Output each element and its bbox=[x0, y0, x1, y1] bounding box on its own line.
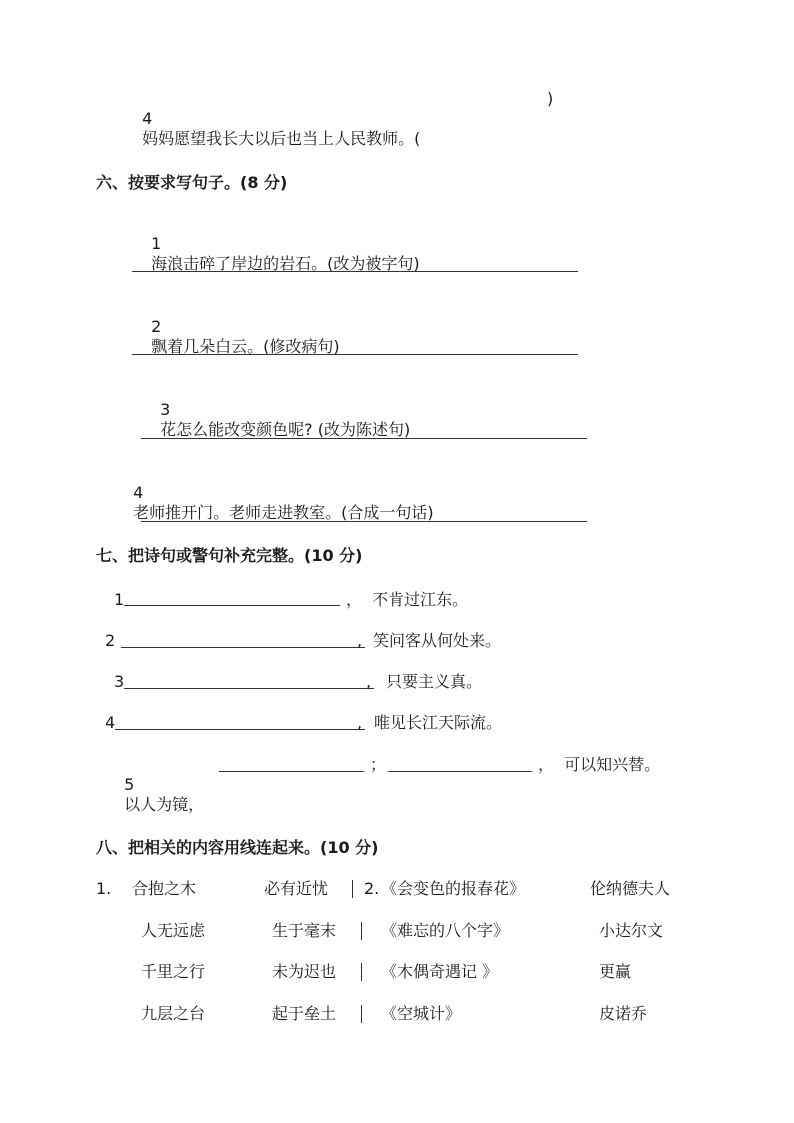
person-1[interactable]: 伦纳德夫人 bbox=[590, 879, 671, 898]
item-text: 飘着几朵白云。(修改病句) bbox=[151, 337, 340, 356]
top-item bbox=[132, 89, 420, 149]
book-2[interactable]: 《难忘的八个字》 bbox=[381, 921, 510, 940]
section8-title: 八、把相关的内容用线连起来。(10 分) bbox=[96, 838, 379, 857]
group2-number: 2. bbox=[364, 879, 380, 898]
column-divider bbox=[361, 922, 362, 940]
person-3[interactable]: 更赢 bbox=[599, 962, 632, 981]
item-prefix: 以人为镜， bbox=[124, 795, 205, 814]
person-2[interactable]: 小达尔文 bbox=[599, 921, 664, 940]
item-text: 花怎么能改变颜色呢? (改为陈述句) bbox=[160, 420, 411, 439]
column-divider bbox=[352, 880, 353, 898]
section7-item-5 bbox=[114, 755, 204, 815]
person-4[interactable]: 皮诺乔 bbox=[599, 1004, 648, 1023]
section7-item-2-text: 笑问客从何处来。 bbox=[373, 631, 502, 650]
column-divider bbox=[361, 963, 362, 981]
answer-line-3[interactable] bbox=[141, 438, 587, 439]
book-1[interactable]: 《会变色的报春花》 bbox=[381, 879, 526, 898]
comma-4: , bbox=[357, 713, 363, 732]
section7-item-1-text: ， 不肯过江东。 bbox=[346, 590, 469, 609]
answer-line-4[interactable] bbox=[141, 521, 587, 522]
item-number: 4 bbox=[133, 483, 144, 502]
section6-item-4 bbox=[123, 463, 434, 523]
answer-line-1[interactable] bbox=[132, 271, 578, 272]
book-3[interactable]: 《木偶奇遇记 》 bbox=[381, 962, 499, 981]
proverb-left-1[interactable]: 合抱之木 bbox=[132, 879, 197, 898]
section7-item-5-text: ， 可以知兴替。 bbox=[538, 755, 661, 774]
top-item-number: 4 bbox=[142, 109, 153, 128]
column-divider bbox=[361, 1005, 362, 1023]
comma-2: , bbox=[357, 631, 363, 650]
comma-3: , bbox=[366, 672, 372, 691]
proverb-left-2[interactable]: 人无远虑 bbox=[141, 921, 206, 940]
blank-2[interactable] bbox=[121, 647, 365, 648]
section7-item-2-number: 2 bbox=[105, 631, 116, 650]
proverb-right-3[interactable]: 未为迟也 bbox=[272, 962, 337, 981]
proverb-left-3[interactable]: 千里之行 bbox=[141, 962, 206, 981]
section7-item-5-middle: ； bbox=[370, 755, 387, 774]
blank-5b[interactable] bbox=[388, 771, 532, 772]
item-number: 5 bbox=[124, 775, 135, 794]
blank-5a[interactable] bbox=[219, 771, 364, 772]
blank-4[interactable] bbox=[115, 729, 365, 730]
item-number: 2 bbox=[151, 317, 162, 336]
proverb-right-4[interactable]: 起于垒土 bbox=[272, 1004, 337, 1023]
item-text: 海浪击碎了岸边的岩石。(改为被字句) bbox=[151, 254, 420, 273]
section7-item-4-number: 4 bbox=[105, 713, 116, 732]
section7-item-3-text: 只要主义真。 bbox=[386, 672, 483, 691]
item-number: 3 bbox=[160, 400, 171, 419]
section6-title: 六、按要求写句子。(8 分) bbox=[96, 173, 288, 192]
section6-item-1 bbox=[141, 214, 420, 274]
book-4[interactable]: 《空城计》 bbox=[381, 1004, 462, 1023]
item-text: 老师推开门。老师走进教室。(合成一句话) bbox=[133, 503, 434, 522]
proverb-right-1[interactable]: 必有近忧 bbox=[264, 879, 329, 898]
top-item-text: 妈妈愿望我长大以后也当上人民教师。( bbox=[142, 129, 421, 148]
blank-3[interactable] bbox=[124, 688, 374, 689]
blank-1[interactable] bbox=[124, 605, 340, 606]
section7-title: 七、把诗句或警句补充完整。(10 分) bbox=[96, 546, 363, 565]
section7-item-1-number: 1 bbox=[114, 590, 125, 609]
top-item-close: ) bbox=[547, 89, 554, 108]
proverb-right-2[interactable]: 生于毫末 bbox=[272, 921, 337, 940]
section6-item-3 bbox=[150, 380, 410, 440]
group1-number: 1. bbox=[96, 879, 112, 898]
answer-line-2[interactable] bbox=[132, 354, 578, 355]
proverb-left-4[interactable]: 九层之台 bbox=[141, 1004, 206, 1023]
section7-item-4-text: 唯见长江天际流。 bbox=[374, 713, 503, 732]
section7-item-3-number: 3 bbox=[114, 672, 125, 691]
section6-item-2 bbox=[141, 297, 340, 357]
item-number: 1 bbox=[151, 234, 162, 253]
